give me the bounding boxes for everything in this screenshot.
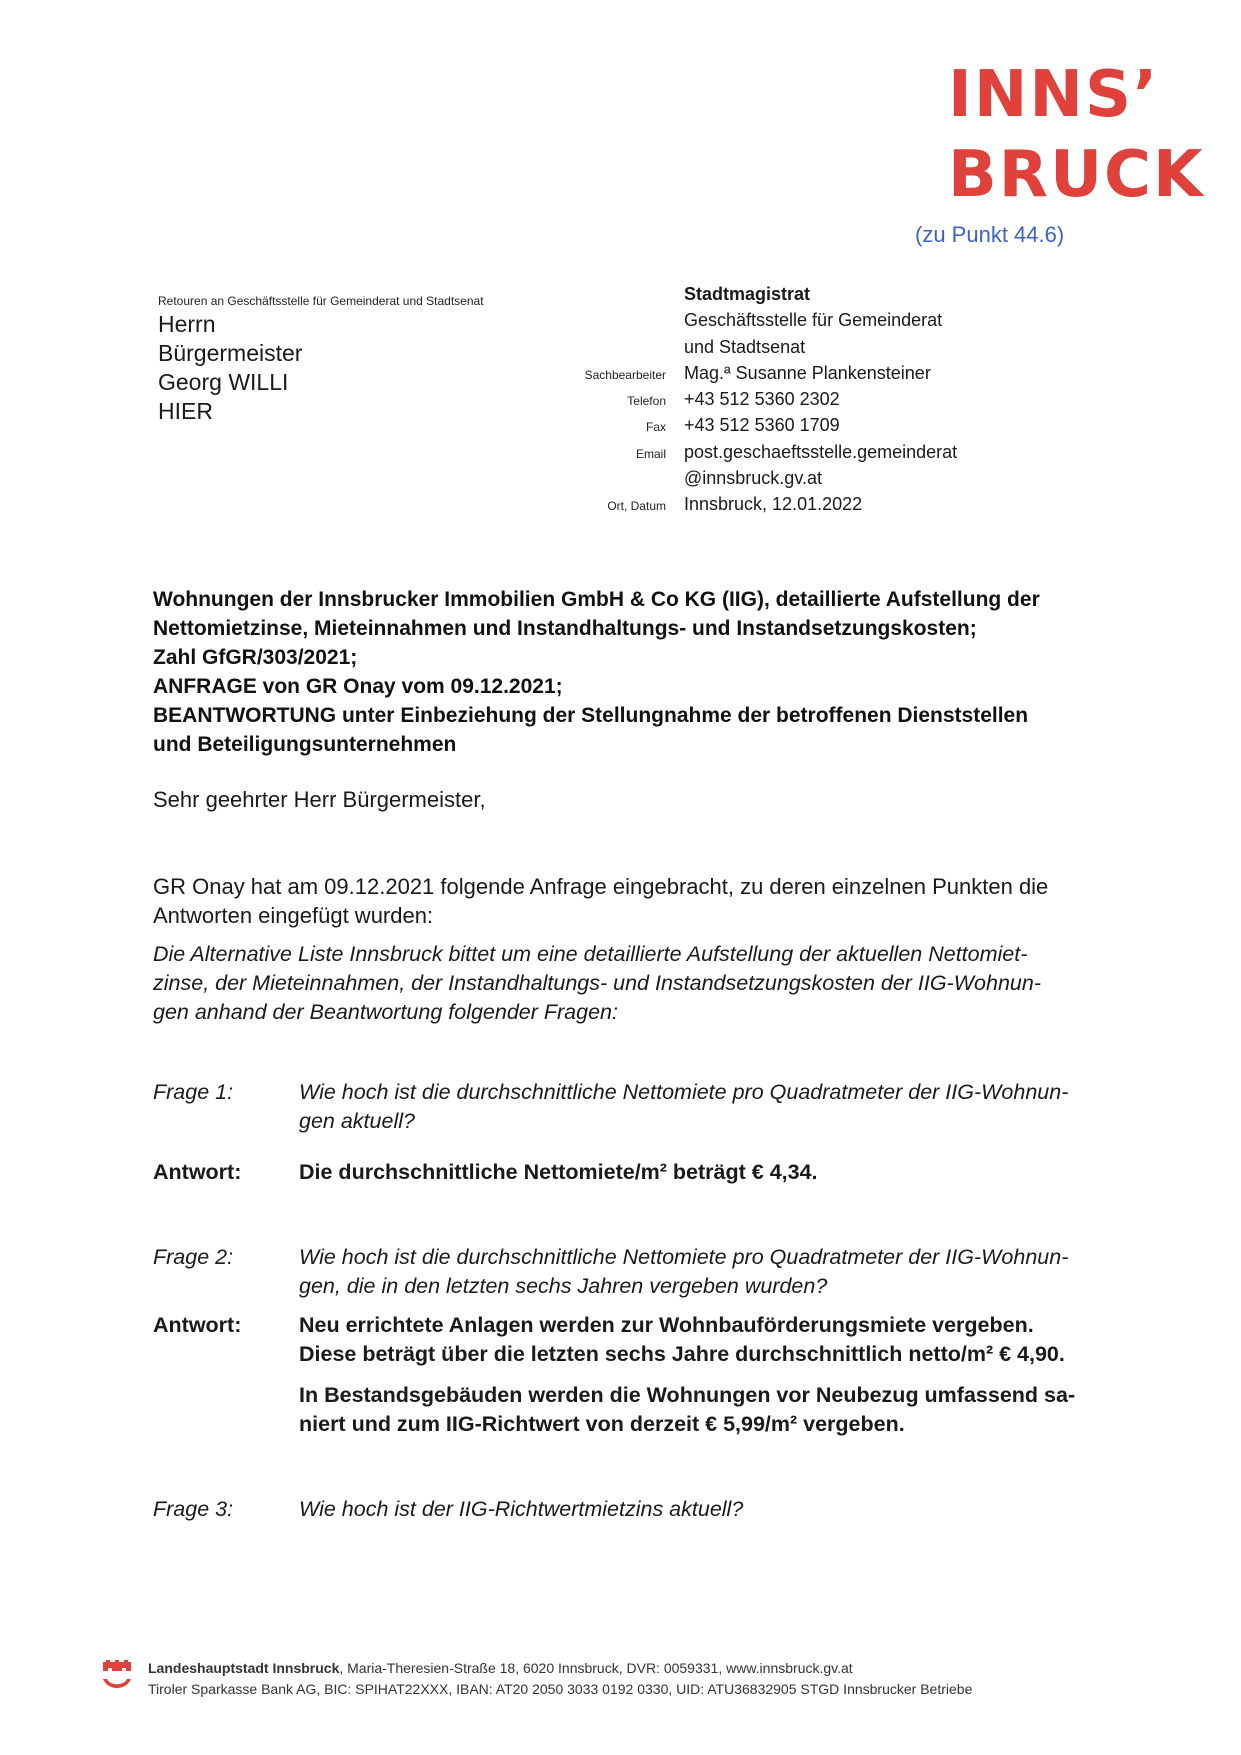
question-1-line-2: gen aktuell? — [299, 1109, 415, 1133]
answer-2-label: Antwort: — [153, 1313, 242, 1337]
sender-org-row — [540, 284, 1100, 310]
fax-label: Fax — [645, 420, 666, 435]
return-address: Retouren an Geschäftsstelle für Gemeinderat und Stadtsenat — [158, 294, 484, 308]
email-line-2: @innsbruck.gv.at — [684, 468, 822, 489]
question-2-label: Frage 2: — [153, 1245, 234, 1269]
answer-2-line-1: Neu errichtete Anlagen werden zur Wohnbauförderungsmiete vergeben. — [299, 1313, 1034, 1337]
phone-label: Telefon — [627, 394, 666, 409]
intro-line-2: Antworten eingefügt wurden: — [153, 903, 434, 928]
subject-line-4: ANFRAGE von GR Onay vom 09.12.2021; — [153, 675, 563, 698]
intro-paragraph — [153, 872, 1138, 930]
email-label: Email — [635, 446, 666, 461]
logo-line-1: INNS’ — [948, 58, 1160, 132]
footer-city-name: Landeshauptstadt Innsbruck — [148, 1660, 340, 1676]
question-1-line-1: Wie hoch ist die durchschnittliche Nettomiete pro Quadratmeter der IIG-Wohnun- — [299, 1080, 1069, 1104]
answer-1-line-1: Die durchschnittliche Nettomiete/m² beträgt € 4,34. — [299, 1160, 818, 1184]
sender-dept-row-2 — [540, 337, 1100, 363]
salutation: Sehr geehrter Herr Bürgermeister, — [153, 787, 486, 812]
recipient-line-3: Georg WILLI — [158, 369, 289, 395]
sender-date-row — [540, 494, 1100, 520]
footer-line-2: Tiroler Sparkasse Bank AG, BIC: SPIHAT22XXX, IBAN: AT20 2050 3033 0192 0330, UID: ATU36832905 STGD Innsbrucker Betriebe — [148, 1681, 973, 1697]
request-line-1: Die Alternative Liste Innsbruck bittet um eine detaillierte Aufstellung der aktuellen Nettomiet- — [153, 942, 1028, 966]
request-line-3: gen anhand der Beantwortung folgender Fragen: — [153, 1000, 618, 1024]
logo-line-2: BRUCK — [948, 138, 1205, 212]
recipient-line-4: HIER — [158, 398, 213, 424]
question-3-line-1: Wie hoch ist der IIG-Richtwertmietzins aktuell? — [299, 1497, 744, 1521]
question-2-line-1: Wie hoch ist die durchschnittliche Nettomiete pro Quadratmeter der IIG-Wohnun- — [299, 1245, 1069, 1269]
sender-fax-row — [540, 415, 1100, 441]
answer-2-line-2: Diese beträgt über die letzten sechs Jahre durchschnittlich netto/m² € 4,90. — [299, 1342, 1065, 1366]
sender-dept-1: Geschäftsstelle für Gemeinderat — [684, 310, 943, 331]
request-line-2: zinse, der Mieteinnahmen, der Instandhaltungs- und Instandsetzungskosten der IIG-Wohnun- — [153, 971, 1041, 995]
sender-phone-row — [540, 389, 1100, 415]
fax-number: +43 512 5360 1709 — [684, 415, 840, 436]
recipient-address — [158, 310, 302, 426]
agenda-reference: (zu Punkt 44.6) — [915, 222, 1065, 247]
question-1-label: Frage 1: — [153, 1080, 234, 1104]
subject-line-5: BEANTWORTUNG unter Einbeziehung der Stellungnahme der betroffenen Dienststellen — [153, 704, 1029, 727]
phone-number: +43 512 5360 2302 — [684, 389, 840, 410]
sender-clerk-row — [540, 363, 1100, 389]
sender-email-row — [540, 442, 1100, 468]
subject-line-3: Zahl GfGR/303/2021; — [153, 646, 358, 669]
footer-address: , Maria-Theresien-Straße 18, 6020 Innsbruck, DVR: 0059331, www.innsbruck.gv.at — [339, 1660, 853, 1676]
sender-dept-2: und Stadtsenat — [684, 336, 806, 357]
question-2-line-2: gen, die in den letzten sechs Jahren vergeben wurden? — [299, 1274, 828, 1298]
sender-info — [540, 284, 1100, 521]
intro-line-1: GR Onay hat am 09.12.2021 folgende Anfrage eingebracht, zu deren einzelnen Punkten die — [153, 874, 1049, 899]
subject-line-1: Wohnungen der Innsbrucker Immobilien GmbH & Co KG (IIG), detaillierte Aufstellung der — [153, 588, 1040, 611]
city-logo — [948, 55, 1205, 215]
sender-email-row-2 — [540, 468, 1100, 494]
date-label: Ort, Datum — [607, 499, 666, 514]
place-date: Innsbruck, 12.01.2022 — [684, 494, 863, 515]
recipient-line-1: Herrn — [158, 311, 216, 337]
footer-line-1 — [148, 1660, 853, 1676]
city-crest-icon — [102, 1660, 132, 1696]
clerk-name: Mag.ª Susanne Plankensteiner — [684, 362, 931, 383]
clerk-label: Sachbearbeiter — [584, 367, 666, 382]
request-paragraph — [153, 940, 1138, 1027]
sender-org: Stadtmagistrat — [684, 284, 811, 304]
sender-dept-row-1 — [540, 310, 1100, 336]
letter-subject — [153, 585, 1133, 759]
answer-2-line-4: niert und zum IIG-Richtwert von derzeit € 5,99/m² vergeben. — [299, 1412, 905, 1436]
answer-2-line-3: In Bestandsgebäuden werden die Wohnungen vor Neubezug umfassend sa- — [299, 1383, 1076, 1407]
question-3-label: Frage 3: — [153, 1497, 234, 1521]
recipient-line-2: Bürgermeister — [158, 340, 303, 366]
email-line-1: post.geschaeftsstelle.gemeinderat — [684, 441, 958, 462]
answer-1-label: Antwort: — [153, 1160, 242, 1184]
subject-line-2: Nettomietzinse, Mieteinnahmen und Instandhaltungs- und Instandsetzungskosten; — [153, 617, 977, 640]
subject-line-6: und Beteiligungsunternehmen — [153, 733, 457, 756]
